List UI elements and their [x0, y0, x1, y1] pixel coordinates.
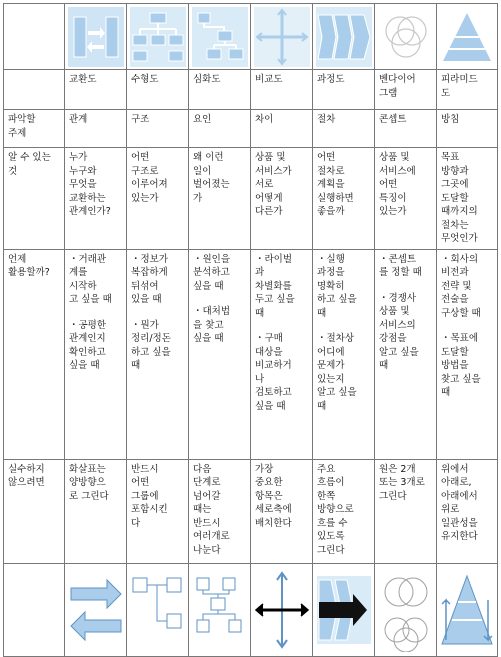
tree-example-icon — [129, 568, 187, 652]
cell-text: 위에서 아래로, 아래에서 위로 일관성을 유지한다 — [441, 463, 478, 542]
insight-row — [4, 148, 498, 250]
table-cell — [437, 148, 498, 250]
table-cell — [189, 148, 251, 250]
process-flow-icon — [315, 568, 373, 652]
bullet-text: ・라이벌 과 차별화를 두고 싶을 때 — [255, 253, 295, 319]
bullet-text: ・절차상 어디에 문제가 있는지 알고 싶을 때 — [317, 333, 357, 412]
bullet-text: ・대처법 을 찾고 싶을 때 — [193, 306, 231, 344]
col-header-comparison — [251, 70, 313, 110]
header-row — [4, 70, 498, 110]
row-label — [4, 148, 65, 250]
table-cell — [127, 148, 189, 250]
col-header-label: 심화도 — [193, 74, 221, 85]
col-header-label: 피라미드 도 — [441, 74, 478, 99]
table-cell — [189, 110, 251, 148]
tree-diagram-thumb — [127, 4, 189, 70]
exchange-diagram-icon — [68, 7, 124, 67]
deepening-example-icon — [191, 568, 249, 652]
cell-text: 요인 — [193, 114, 212, 125]
table-cell — [189, 249, 251, 459]
col-header-deepening — [189, 70, 251, 110]
exchange-example-cell — [65, 563, 127, 656]
table-cell — [375, 249, 437, 459]
col-header-pyramid — [437, 70, 498, 110]
venn-diagram-thumb — [375, 4, 437, 70]
table-cell — [251, 110, 313, 148]
col-header-label: 수형도 — [131, 74, 159, 85]
deepening-diagram-thumb — [189, 4, 251, 70]
bullet-text: ・실행 과정을 명확히 하고 싶을 때 — [317, 253, 357, 319]
header-corner — [4, 70, 65, 110]
table-cell — [127, 110, 189, 148]
process-diagram-thumb — [313, 4, 375, 70]
col-header-label: 벤다이어 그램 — [379, 74, 416, 99]
bullet-text: ・목표에 도달할 방법을 찾고 싶을 때 — [441, 333, 481, 398]
row-label-text: 언제 활용할까? — [8, 253, 50, 278]
pyramid-example-cell — [437, 563, 498, 656]
bullet-text: ・구매 대상을 비교하거 나 검토하고 싶을 때 — [255, 333, 292, 412]
tree-diagram-icon — [130, 7, 186, 67]
bullet-text: ・콘셉트 를 정할 때 — [379, 253, 422, 278]
col-header-venn — [375, 70, 437, 110]
table-cell — [313, 110, 375, 148]
row-label — [4, 459, 65, 563]
venn-examples-icon — [377, 568, 435, 652]
table-cell — [251, 148, 313, 250]
top-icon-row — [4, 4, 498, 70]
cell-text: 상품 및 서비스가 서로 어떻게 다른가 — [255, 152, 292, 217]
bullet-text: ・회사의 비전과 전략 및 전술을 구상할 때 — [441, 253, 481, 319]
col-header-tree — [127, 70, 189, 110]
table-cell — [313, 459, 375, 563]
row-label-text: 파악할 주제 — [8, 114, 36, 139]
bottom-corner-cell — [4, 563, 65, 656]
cell-text: 구조 — [131, 114, 150, 125]
table-cell — [127, 459, 189, 563]
table-cell — [65, 110, 127, 148]
tree-example-cell — [127, 563, 189, 656]
cell-text: 원은 2개 또는 3개로 그린다 — [379, 463, 425, 502]
bullet-text: ・공평한 관계인지 확인하고 싶을 때 — [69, 319, 107, 371]
table-cell — [65, 459, 127, 563]
row-label — [4, 249, 65, 459]
cell-text: 상품 및 서비스에 어떤 특징이 있는가 — [379, 152, 416, 217]
col-header-label: 교환도 — [69, 74, 97, 85]
row-label-text: 알 수 있는 것 — [8, 152, 51, 177]
cell-text: 콘셉트 — [379, 114, 407, 125]
cell-text: 차이 — [255, 114, 274, 125]
table-cell — [127, 249, 189, 459]
table-cell — [437, 249, 498, 459]
cell-text: 주요 흐름이 한쪽 방향으로 흐를 수 있도록 그린다 — [317, 463, 354, 556]
bullet-text: ・원인을 분석하고 싶을 때 — [193, 253, 231, 292]
mistake-row — [4, 459, 498, 563]
bottom-icon-row — [4, 563, 498, 656]
row-label-text: 실수하지 않으려면 — [8, 463, 45, 488]
cell-text: 절차 — [317, 114, 336, 125]
cell-text: 목표 방향과 그곳에 도달할 때까지의 절차는 무엇인가 — [441, 152, 478, 244]
col-header-label: 비교도 — [255, 74, 283, 85]
pyramid-diagram-icon — [439, 7, 495, 67]
col-header-exchange — [65, 70, 127, 110]
comparison-diagram-icon — [254, 7, 310, 67]
venn-diagram-icon — [378, 7, 434, 67]
diagram-guide-table — [3, 3, 498, 657]
cell-text: 어떤 절차로 계획을 실행하면 좋을까 — [317, 152, 354, 217]
process-diagram-icon — [316, 7, 372, 67]
cross-arrows-icon — [253, 568, 311, 652]
col-header-label: 과정도 — [317, 74, 345, 85]
bullet-text: ・경쟁사 상품 및 서비스의 강점을 알고 싶을 때 — [379, 292, 419, 371]
process-example-cell — [313, 563, 375, 656]
comparison-diagram-thumb — [251, 4, 313, 70]
table-cell — [375, 110, 437, 148]
table-cell — [437, 459, 498, 563]
cell-text: 누가 누구와 무엇을 교환하는 관계인가? — [69, 152, 111, 217]
bullet-text: ・정보가 복잡하게 뒤섞여 있을 때 — [131, 253, 169, 305]
exchange-diagram-thumb — [65, 4, 127, 70]
table-cell — [313, 249, 375, 459]
subject-row — [4, 110, 498, 148]
cell-text: 반드시 어떤 그룹에 포함시킨 다 — [131, 463, 168, 529]
pyramid-arrows-icon — [438, 568, 496, 652]
pyramid-diagram-thumb — [437, 4, 498, 70]
cell-text: 화살표는 양방향으 로 그린다 — [69, 463, 109, 502]
table-cell — [65, 249, 127, 459]
col-header-process — [313, 70, 375, 110]
table-cell — [437, 110, 498, 148]
cell-text: 왜 이런 일이 벌어졌는 가 — [193, 152, 230, 204]
cell-text: 관계 — [69, 114, 88, 125]
two-way-arrows-icon — [67, 568, 125, 652]
table-cell — [375, 148, 437, 250]
bullet-text: ・뭔가 정리/정돈 하고 싶을 때 — [131, 319, 171, 371]
cell-text: 다음 단계로 넘어갈 때는 반드시 여러개로 나눈다 — [193, 463, 230, 556]
row-label — [4, 110, 65, 148]
table-cell — [65, 148, 127, 250]
cell-text: 가장 중요한 항목은 세로축에 배치한다 — [255, 463, 292, 529]
deepening-example-cell — [189, 563, 251, 656]
deepening-diagram-icon — [192, 7, 248, 67]
table-cell — [251, 459, 313, 563]
table-cell — [375, 459, 437, 563]
table-cell — [189, 459, 251, 563]
bullet-text: ・거래관 계를 시작하 고 싶을 때 — [69, 253, 112, 305]
cell-text: 방침 — [441, 114, 460, 125]
table-cell — [251, 249, 313, 459]
comparison-example-cell — [251, 563, 313, 656]
corner-cell — [4, 4, 65, 70]
when-row — [4, 249, 498, 459]
venn-example-cell — [375, 563, 437, 656]
table-cell — [313, 148, 375, 250]
cell-text: 어떤 구조로 이루어져 있는가 — [131, 152, 168, 204]
